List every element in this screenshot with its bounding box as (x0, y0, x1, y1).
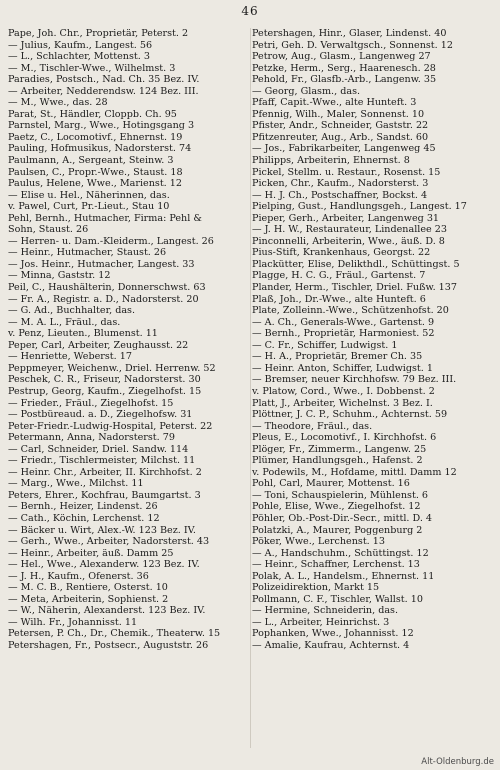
directory-entry: — Herren- u. Dam.-Kleiderm., Langest. 26 (8, 235, 214, 247)
directory-entry: — M. A. L., Fräul., das. (8, 316, 121, 328)
directory-entry: — Jos., Fabrikarbeiter, Langenweg 45 (252, 143, 436, 155)
directory-entry: Pohl, Carl, Maurer, Mottenst. 16 (252, 478, 410, 490)
left-column (8, 28, 252, 652)
directory-entry: Pfaff, Capit.-Wwe., alte Hunteft. 3 (252, 97, 417, 109)
directory-entry: — Fr. A., Registr. a. D., Nadorsterst. 20 (8, 293, 199, 305)
directory-entry: — Carl, Schneider, Driel. Sandw. 114 (8, 443, 189, 455)
directory-entry: Pohle, Elise, Wwe., Ziegelhofst. 12 (252, 501, 421, 513)
directory-entry: Polatzki, A., Maurer, Poggenburg 2 (252, 524, 423, 536)
directory-entry: Plagge, H. C. G., Fräul., Gartenst. 7 (252, 270, 426, 282)
directory-entry: Pöker, Wwe., Lerchenst. 13 (252, 536, 385, 548)
directory-entry: Pestrup, Georg, Kaufm., Ziegelhofst. 15 (8, 385, 202, 397)
directory-entry: Pophanken, Wwe., Johannisst. 12 (252, 628, 414, 640)
column-divider (250, 28, 251, 748)
directory-entry: Petrow, Aug., Glasm., Langenweg 27 (252, 51, 431, 63)
directory-entry: — Georg, Glasm., das. (252, 85, 361, 97)
directory-entry: — Heinr. Chr., Arbeiter, II. Kirchhofst. 2 (8, 466, 202, 478)
directory-entry: — G. Ad., Buchhalter, das. (8, 305, 136, 317)
directory-entry: Plate, Zolleinn.-Wwe., Schützenhofst. 20 (252, 305, 449, 317)
directory-entry: Platt, J., Arbeiter, Wichelnst. 3 Bez. I. (252, 397, 433, 409)
directory-entry: — A., Handschuhm., Schüttingst. 12 (252, 547, 429, 559)
directory-entry: Pfister, Andr., Schneider, Gaststr. 22 (252, 120, 429, 132)
directory-entry: Plaß, Joh., Dr.-Wwe., alte Hunteft. 6 (252, 293, 426, 305)
directory-entry: — Friedr., Tischlermeister, Milchst. 11 (8, 455, 196, 467)
directory-entry: Pieper, Gerh., Arbeiter, Langenweg 31 (252, 212, 440, 224)
directory-entry: — Marg., Wwe., Milchst. 11 (8, 478, 144, 490)
directory-entry: — M., Wwe., das. 28 (8, 97, 108, 109)
directory-entry: Peil, C., Haushälterin, Donnerschwst. 63 (8, 282, 206, 294)
directory-entry: — Postbüreaud. a. D., Ziegelhofsw. 31 (8, 409, 193, 421)
directory-entry: — Wilh. Fr., Johannisst. 11 (8, 616, 138, 628)
directory-entry: Polak, A. L., Handelsm., Ehnernst. 11 (252, 570, 435, 582)
directory-entry: Pinconnelli, Arbeiterin, Wwe., äuß. D. 8 (252, 235, 445, 247)
directory-entry: Sohn, Staust. 26 (8, 224, 89, 236)
directory-entry: — Hel., Wwe., Alexanderw. 123 Bez. IV. (8, 559, 200, 571)
directory-entry: — Gerh., Wwe., Arbeiter, Nadorsterst. 43 (8, 536, 210, 548)
directory-entry: — Heinr., Hutmacher, Staust. 26 (8, 247, 167, 259)
directory-entry: Plöger, Fr., Zimmerm., Langenw. 25 (252, 443, 427, 455)
directory-entry: Pauling, Hofmusikus, Nadorsterst. 74 (8, 143, 192, 155)
directory-entry: — J. H. W., Restaurateur, Lindenallee 23 (252, 224, 447, 236)
directory-entry: Paulsen, C., Propr.-Wwe., Staust. 18 (8, 166, 183, 178)
directory-entry: — Frieder., Fräul., Ziegelhofst. 15 (8, 397, 174, 409)
directory-entry: — Julius, Kaufm., Langest. 56 (8, 39, 153, 51)
directory-entry: — Heinr., Arbeiter, äuß. Damm 25 (8, 547, 174, 559)
directory-entry: Petershagen, Hinr., Glaser, Lindenst. 40 (252, 28, 447, 39)
directory-entry: — H. A., Proprietär, Bremer Ch. 35 (252, 351, 423, 363)
directory-entry: Pius-Stift, Krankenhaus, Georgst. 22 (252, 247, 431, 259)
page-number: 46 (241, 4, 259, 18)
directory-entry: v. Penz, Lieuten., Blumenst. 11 (8, 328, 158, 340)
directory-entry: — Hermine, Schneiderin, das. (252, 605, 399, 617)
directory-entry: — C. Fr., Schiffer, Ludwigst. 1 (252, 339, 398, 351)
directory-entry: Pfitzenreuter, Aug., Arb., Sandst. 60 (252, 131, 429, 143)
directory-entry: Pickel, Stellm. u. Restaur., Rosenst. 15 (252, 166, 441, 178)
directory-entry: — L., Schlachter, Mottenst. 3 (8, 51, 150, 63)
directory-entry: Plackütter, Elise, Delikthdl., Schüttingst. 5 (252, 258, 460, 270)
directory-entry: Pehl, Bernh., Hutmacher, Firma: Pehl & (8, 212, 202, 224)
directory-entry: Peters, Ehrer., Kochfrau, Baumgartst. 3 (8, 489, 201, 501)
directory-entry: Paetz, C., Locomotivf., Ehnernst. 19 (8, 131, 183, 143)
directory-entry: — J. H., Kaufm., Ofenerst. 36 (8, 570, 149, 582)
directory-entry: v. Podewils, M., Hofdame, mittl. Damm 12 (252, 466, 457, 478)
directory-entry: Paulmann, A., Sergeant, Steinw. 3 (8, 155, 174, 167)
directory-entry: Petersen, P. Ch., Dr., Chemik., Theaterw. 15 (8, 628, 221, 640)
directory-entry: Philipps, Arbeiterin, Ehnernst. 8 (252, 155, 410, 167)
directory-entry: — Heinr. Anton, Schiffer, Ludwigst. 1 (252, 362, 433, 374)
directory-entry: v. Pawel, Curt, Pr.-Lieut., Stau 10 (8, 201, 170, 213)
directory-entry: — Toni, Schauspielerin, Mühlenst. 6 (252, 489, 429, 501)
directory-entry: Peppmeyer, Weichenw., Driel. Herrenw. 52 (8, 362, 216, 374)
directory-entry: Plümer, Handlungsgeh., Hafenst. 2 (252, 455, 423, 467)
directory-entry: Pape, Joh. Chr., Proprietär, Peterst. 2 (8, 28, 189, 39)
directory-entry: — M. C. B., Rentiere, Osterst. 10 (8, 582, 168, 594)
directory-entry: Petri, Geh. D. Verwaltgsch., Sonnenst. 12 (252, 39, 453, 51)
directory-entry: Plöttner, J. C. P., Schuhm., Achternst. 59 (252, 409, 448, 421)
directory-entry: — Minna, Gaststr. 12 (8, 270, 111, 282)
directory-entry: Picken, Chr., Kaufm., Nadorsterst. 3 (252, 178, 429, 190)
directory-entry: — Cath., Köchin, Lerchenst. 12 (8, 512, 160, 524)
directory-entry: Parnstel, Marg., Wwe., Hotingsgang 3 (8, 120, 195, 132)
directory-entry: Polizeidirektion, Markt 15 (252, 582, 380, 594)
directory-entry: — Jos. Heinr., Hutmacher, Langest. 33 (8, 258, 195, 270)
directory-entry: Pehold, Fr., Glasfb.-Arb., Langenw. 35 (252, 74, 437, 86)
directory-entry: — M., Tischler-Wwe., Wilhelmst. 3 (8, 62, 176, 74)
directory-entry: Peper, Carl, Arbeiter, Zeughausst. 22 (8, 339, 189, 351)
directory-entry: — Henriette, Weberst. 17 (8, 351, 132, 363)
directory-entry: Pollmann, C. F., Tischler, Wallst. 10 (252, 593, 423, 605)
directory-entry: — Arbeiter, Nedderendsw. 124 Bez. III. (8, 85, 199, 97)
directory-entry: — Heinr., Schaffner, Lerchenst. 13 (252, 559, 420, 571)
directory-entry: Pöhler, Ob.-Post-Dir.-Secr., mittl. D. 4 (252, 512, 433, 524)
directory-entry: Petzke, Herm., Serg., Haarenesch. 28 (252, 62, 436, 74)
right-column (252, 28, 496, 652)
directory-entry: Pielping, Gust., Handlungsgeh., Langest. 17 (252, 201, 467, 213)
directory-entry: Peschek, C. R., Friseur, Nadorsterst. 30 (8, 374, 201, 386)
directory-entry: Parat, St., Händler, Cloppb. Ch. 95 (8, 108, 177, 120)
directory-entry: Petershagen, Fr., Postsecr., Auguststr. 26 (8, 639, 209, 651)
directory-entry: — Bernh., Heizer, Lindenst. 26 (8, 501, 158, 513)
directory-entry: — Bremser, neuer Kirchhofsw. 79 Bez. III. (252, 374, 457, 386)
directory-entry: Peter-Friedr.-Ludwig-Hospital, Peterst. 22 (8, 420, 213, 432)
directory-entry: — Amalie, Kaufrau, Achternst. 4 (252, 639, 410, 651)
directory-entry: v. Platow, Cord., Wwe., I. Dobbenst. 2 (252, 385, 435, 397)
directory-entry: — Meta, Arbeiterin, Sophienst. 2 (8, 593, 169, 605)
directory-entry: — L., Arbeiter, Heinrichst. 3 (252, 616, 390, 628)
directory-entry: Pfennig, Wilh., Maler, Sonnenst. 10 (252, 108, 425, 120)
directory-entry: — Bernh., Proprietär, Harmoniest. 52 (252, 328, 435, 340)
directory-entry: — W., Näherin, Alexanderst. 123 Bez. IV. (8, 605, 206, 617)
directory-entry: Pleus, E., Locomotivf., I. Kirchhofst. 6 (252, 432, 437, 444)
directory-entry: Paradies, Postsch., Nad. Ch. 35 Bez. IV. (8, 74, 200, 86)
directory-entry: — A. Ch., Generals-Wwe., Gartenst. 9 (252, 316, 435, 328)
directory-entry: — Elise u. Hel., Näherinnen, das. (8, 189, 170, 201)
directory-entry: — Theodore, Fräul., das. (252, 420, 373, 432)
directory-entry: — Bäcker u. Wirt, Alex.-W. 123 Bez. IV. (8, 524, 196, 536)
watermark: Alt-Oldenburg.de (421, 757, 494, 767)
directory-entry: — H. J. Ch., Postschaffner, Bockst. 4 (252, 189, 428, 201)
directory-entry: Plander, Herm., Tischler, Driel. Fußw. 137 (252, 282, 457, 294)
directory-entry: Petermann, Anna, Nadorsterst. 79 (8, 432, 175, 444)
directory-entry: Paulus, Helene, Wwe., Marienst. 12 (8, 178, 182, 190)
